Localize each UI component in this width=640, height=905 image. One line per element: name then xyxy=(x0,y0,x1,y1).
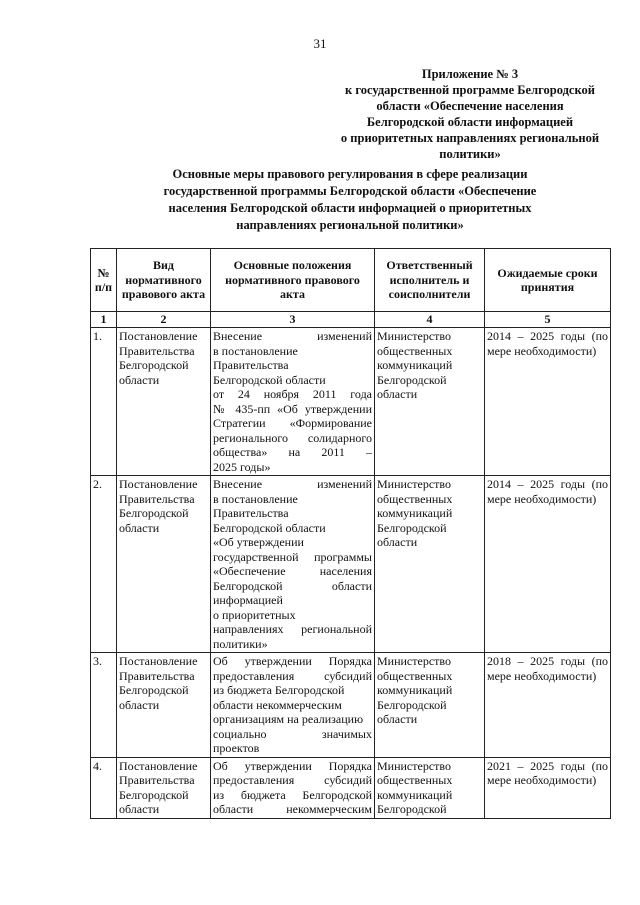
page-number: 31 xyxy=(313,36,327,51)
provision-line: «Об утверждении xyxy=(213,535,304,549)
provision-line: области некоммерческим xyxy=(213,697,342,712)
provision-line: «Обеспечение населения xyxy=(213,564,372,578)
provision-line: Правительства xyxy=(213,506,289,520)
title-line: населения Белгородской области информацией о приоритетных xyxy=(168,201,532,215)
table-row xyxy=(91,328,611,476)
row-num: 1. xyxy=(91,328,117,476)
provision-line: Стратегии «Формирование xyxy=(213,416,372,430)
row-term: 2021 – 2025 годы (по мере необходимости) xyxy=(485,757,611,818)
appendix-line: Белгородской области информацией xyxy=(366,115,574,129)
provision-line: в постановление xyxy=(213,491,298,506)
appendix-line: области «Обеспечение населения xyxy=(376,99,564,113)
column-number: 4 xyxy=(375,312,485,328)
row-num: 3. xyxy=(91,653,117,758)
header-num: № п/п xyxy=(91,249,117,312)
provision-line: 2025 годы» xyxy=(213,459,271,474)
provision-line: социально значимых xyxy=(213,726,372,741)
row-executor: Министерство общественных коммуникаций Белгородской области xyxy=(375,653,485,758)
table-header-row xyxy=(91,249,611,312)
header-term: Ожидаемые сроки принятия xyxy=(485,249,611,312)
provision-line: организациям на реализацию xyxy=(213,712,364,726)
row-term: 2014 – 2025 годы (по мере необходимости) xyxy=(485,328,611,476)
row-executor: Министерство общественных коммуникаций Белгородской области xyxy=(375,476,485,653)
row-main-provisions xyxy=(211,757,375,818)
provision-line: Правительства xyxy=(213,358,289,372)
title-line: Основные меры правового регулирования в сфере реализации xyxy=(172,167,528,181)
header-act-type: Вид нормативного правового акта xyxy=(117,249,211,312)
provision-line: направлениях региональной xyxy=(213,622,372,636)
row-term: 2018 – 2025 годы (по мере необходимости) xyxy=(485,653,611,758)
provision-line: Внесение изменений xyxy=(213,477,372,491)
provision-line: Об утверждении Порядка xyxy=(213,654,372,668)
row-main-provisions xyxy=(211,653,375,758)
row-main-provisions xyxy=(211,328,375,476)
provision-line: области некоммерческим xyxy=(213,802,372,816)
provision-line: политики» xyxy=(213,636,268,651)
provision-line: Белгородской области xyxy=(213,372,326,387)
appendix-note xyxy=(328,66,612,162)
row-act-type: Постановление Правительства Белгородской области xyxy=(117,328,211,476)
provision-line: из бюджета Белгородской xyxy=(213,787,372,802)
row-executor: Министерство общественных коммуникаций Белгородской области xyxy=(375,328,485,476)
title-line: направлениях региональной политики» xyxy=(236,218,464,232)
provision-line: Внесение изменений xyxy=(213,329,372,343)
appendix-line: о приоритетных направлениях региональной xyxy=(340,131,600,145)
header-main-provisions: Основные положения нормативного правового акта xyxy=(211,249,375,312)
row-main-provisions xyxy=(211,476,375,653)
row-executor: Министерство общественных коммуникаций Белгородской xyxy=(375,757,485,818)
row-act-type: Постановление Правительства Белгородской области xyxy=(117,653,211,758)
provision-line: из бюджета Белгородской xyxy=(213,683,345,697)
row-act-type: Постановление Правительства Белгородской области xyxy=(117,757,211,818)
column-number: 1 xyxy=(91,312,117,328)
header-executor: Ответственный исполнитель и соисполнители xyxy=(375,249,485,312)
provision-line: № 435-пп «Об утверждении xyxy=(213,401,372,416)
column-number: 3 xyxy=(211,312,375,328)
table-row xyxy=(91,476,611,653)
column-number: 2 xyxy=(117,312,211,328)
column-number: 5 xyxy=(485,312,611,328)
appendix-line: к государственной программе Белгородской xyxy=(345,83,595,97)
row-act-type: Постановление Правительства Белгородской области xyxy=(117,476,211,653)
measures-table xyxy=(90,248,611,819)
provision-line: общества» на 2011 – xyxy=(213,445,372,459)
provision-line: Белгородской области xyxy=(213,578,372,593)
appendix-line: Приложение № 3 xyxy=(421,67,519,81)
provision-line: государственной программы xyxy=(213,549,372,564)
row-num: 2. xyxy=(91,476,117,653)
provision-line: предоставления субсидий xyxy=(213,668,372,683)
document-title xyxy=(118,166,582,234)
provision-line: в постановление xyxy=(213,343,298,358)
provision-line: Белгородской области xyxy=(213,520,326,535)
column-number-row xyxy=(91,312,611,328)
provision-line: предоставления субсидий xyxy=(213,773,372,787)
row-num: 4. xyxy=(91,757,117,818)
provision-line: проектов xyxy=(213,741,260,755)
provision-line: о приоритетных xyxy=(213,607,296,622)
row-term: 2014 – 2025 годы (по мере необходимости) xyxy=(485,476,611,653)
provision-line: регионального солидарного xyxy=(213,430,372,445)
provision-line: Об утверждении Порядка xyxy=(213,758,372,773)
appendix-line: политики» xyxy=(439,147,501,161)
title-line: государственной программы Белгородской области «Обеспечение xyxy=(163,184,537,198)
provision-line: от 24 ноября 2011 года xyxy=(213,387,372,401)
table-row xyxy=(91,653,611,758)
provision-line: информацией xyxy=(213,593,283,607)
table-row xyxy=(91,757,611,818)
